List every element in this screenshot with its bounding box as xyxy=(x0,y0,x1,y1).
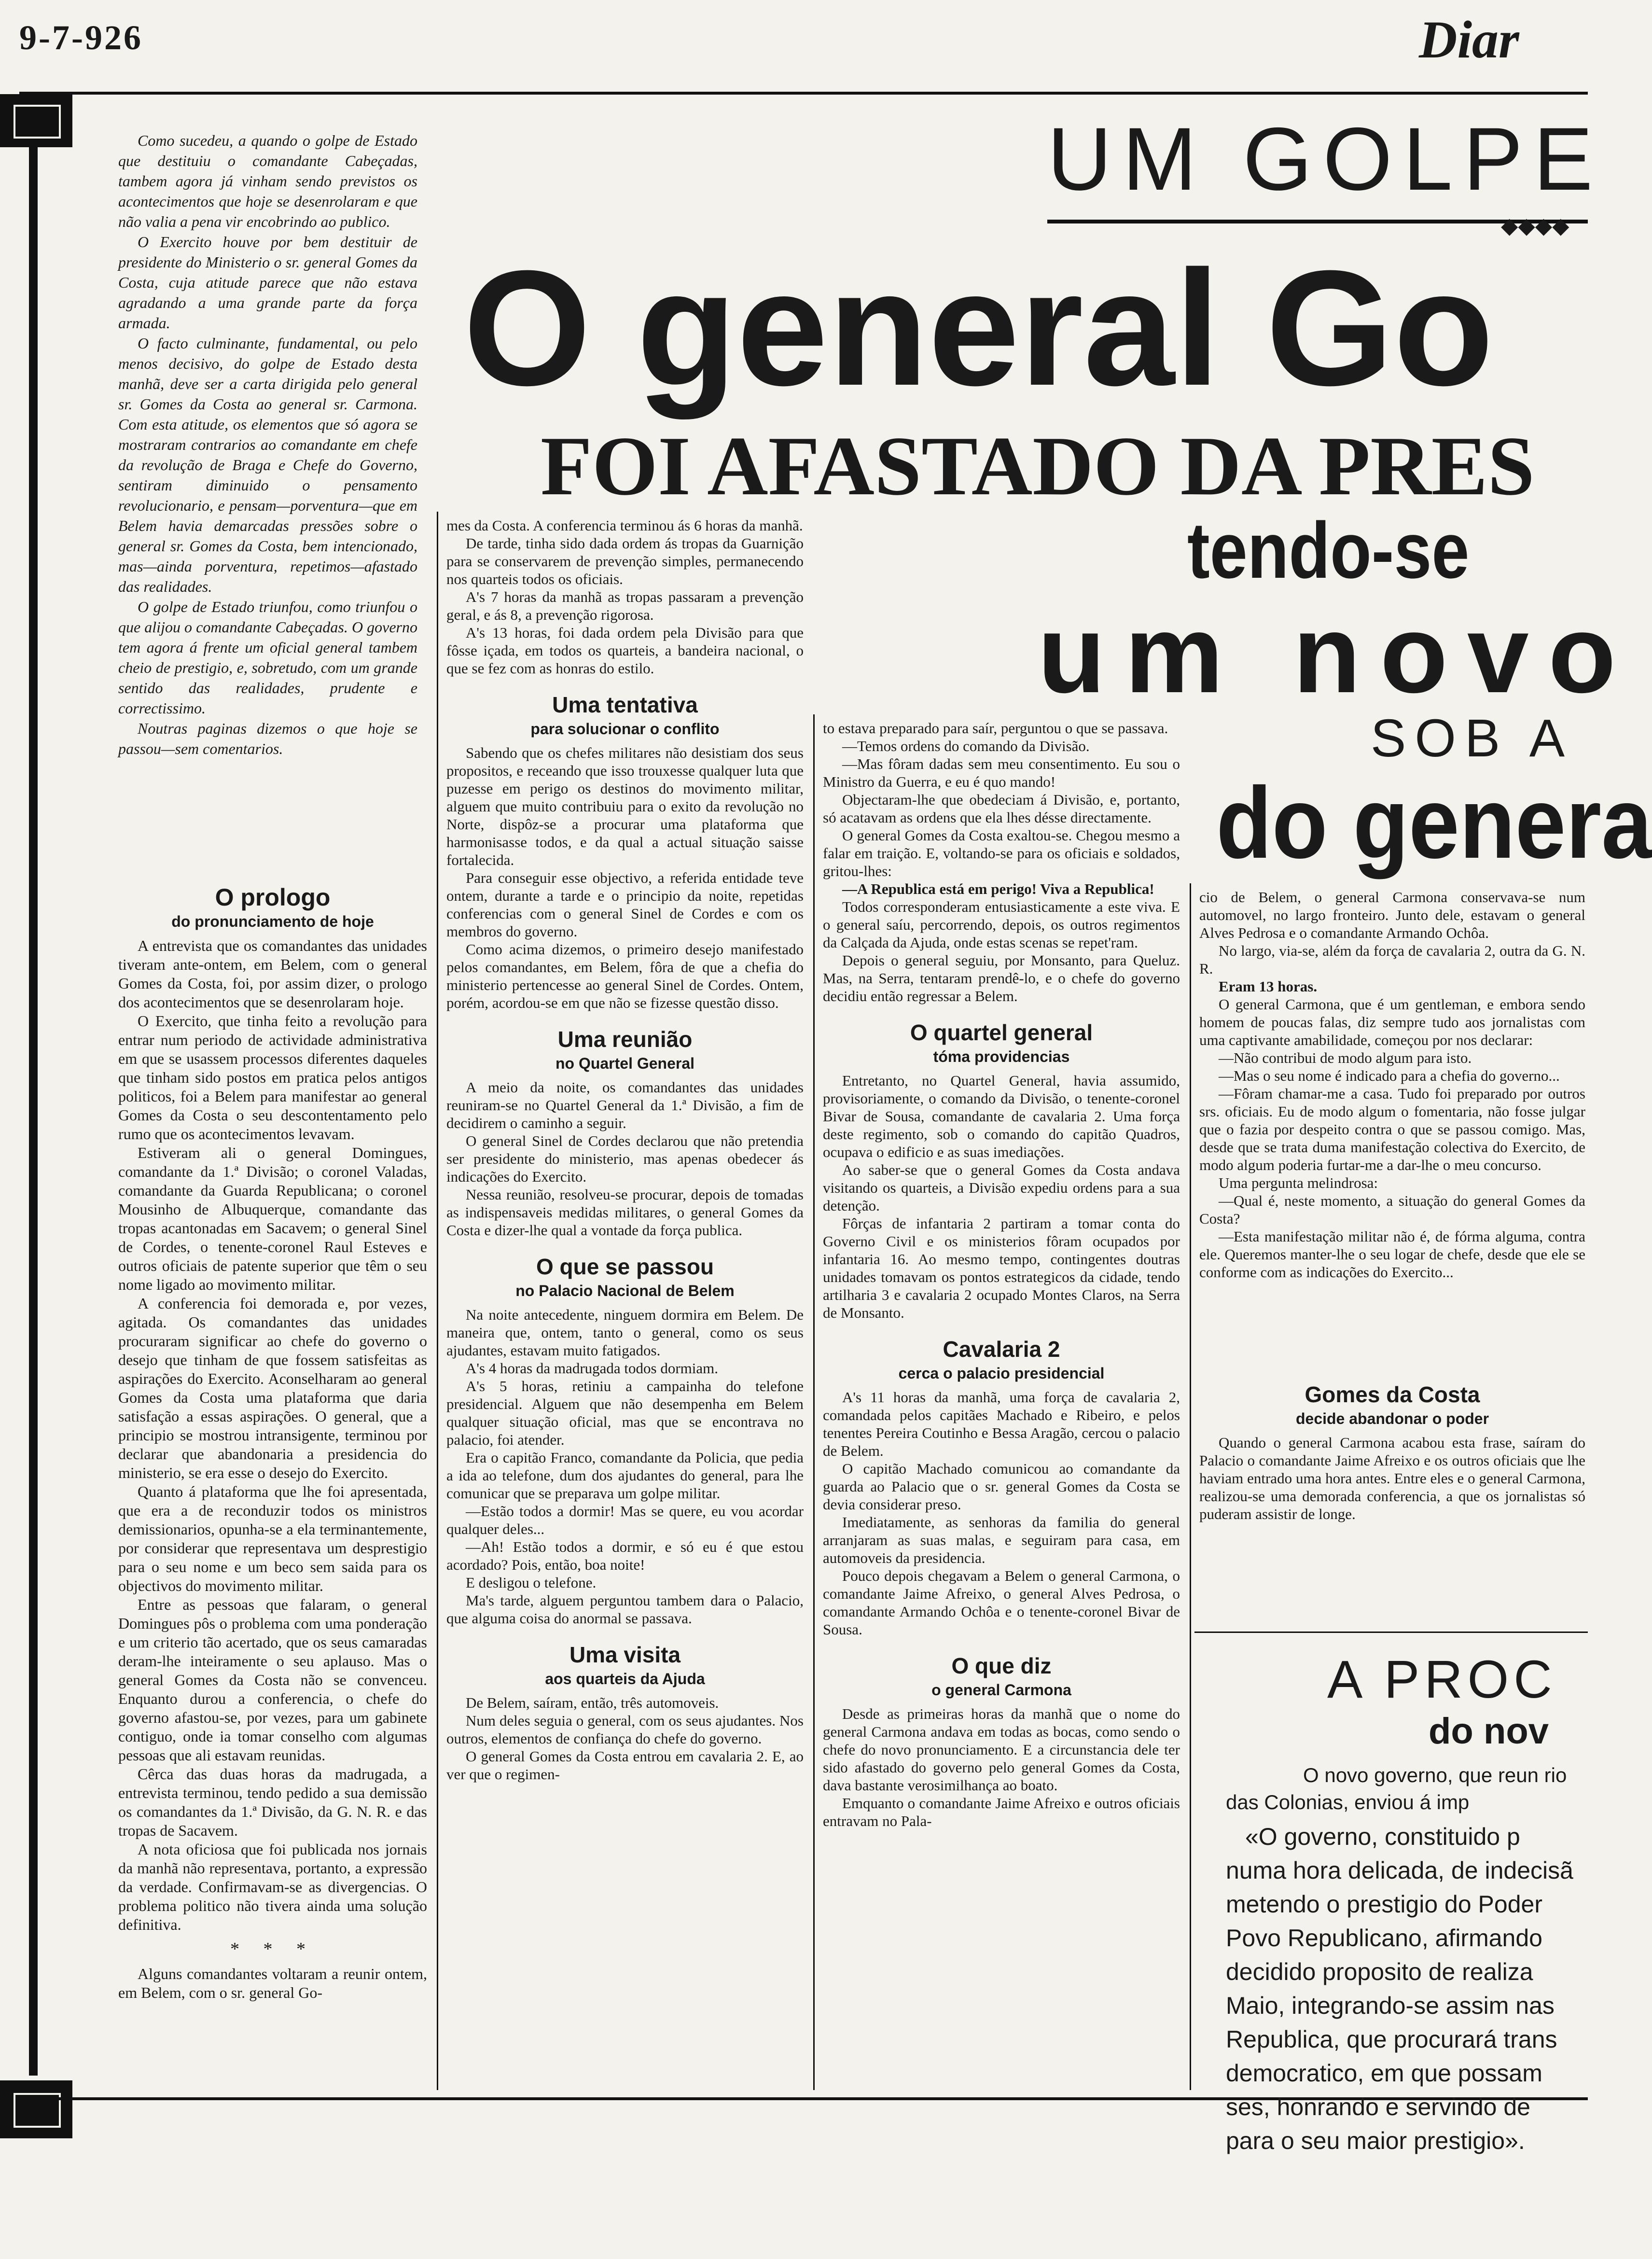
article-paragraph: mes da Costa. A conferencia terminou ás 6 horas da manhã. xyxy=(446,517,803,534)
article-paragraph: Na noite antecedente, ninguem dormira em Belem. De maneira que, ontem, tanto o general, como os seus ajudantes, estavam muito fatigados. xyxy=(446,1306,804,1359)
article-paragraph: Nessa reunião, resolveu-se procurar, depois de tomadas as indispensaveis medidas militares, o general Gomes da Costa e dizer-lhe qual a vontade da força publica. xyxy=(446,1186,804,1239)
proclamation-heading: A PROC xyxy=(1327,1650,1557,1709)
intro-paragraph: O Exercito houve por bem destituir de presidente do Ministerio o sr. general Gomes da Costa, cuja atitude parece que não estava agradando a uma grande parte da força armada. xyxy=(118,233,417,332)
article-paragraph: Fôrças de infantaria 2 partiram a tomar conta do Governo Civil e os ministerios fôram ocupados por infantaria 16. Ao mesmo tempo, contingentes doutras unidades tomavam os pontos estrategicos da cidade, tendo artilharia 3 e cavalaria 2 ocupado Montes Claros, na Serra de Monsanto. xyxy=(823,1215,1180,1321)
article-paragraph: Ma's tarde, alguem perguntou tambem dara o Palacio, que alguma coisa do anormal se passava. xyxy=(446,1592,804,1627)
heading-title: Uma reunião xyxy=(557,1027,693,1052)
article-paragraph: Objectaram-lhe que obedeciam á Divisão, e, portanto, só acatavam as ordens que ela lhes désse directamente. xyxy=(823,791,1180,826)
column-4-gomes xyxy=(1199,1380,1585,1523)
article-paragraph: De tarde, tinha sido dada ordem ás tropas da Guarnição para se conservarem de prevenção simples, permanecendo nos quarteis todos os oficiais. xyxy=(446,535,804,587)
article-paragraph: A's 4 horas da madrugada todos dormiam. xyxy=(466,1360,719,1377)
masthead-date: 9-7-926 xyxy=(19,18,143,57)
headline-kicker: UM GOLPE xyxy=(1047,110,1604,209)
article-paragraph: Sabendo que os chefes militares não desistiam dos seus propositos, e receando que isso trouxesse qualquer luta que puzesse em perigo os destinos do movimento militar, alguem que muito contribuiu para o exito da revolução no Norte, dispôz-se a procurar uma plataforma que harmonisasse todos, e da qual a actual situação saisse fortalecida. xyxy=(446,744,804,868)
heading-subtitle: para solucionar o conflito xyxy=(530,720,720,738)
article-paragraph: Depois o general seguiu, por Monsanto, para Queluz. Mas, na Serra, tentaram prendê-lo, e o chefe do governo decidiu então regressar a Belem. xyxy=(823,952,1180,1004)
quote-line: democratico, em que possam xyxy=(1226,2060,1542,2087)
article-paragraph: Cêrca das duas horas da madrugada, a entrevista terminou, tendo pedido a sua demissão os comandantes da 1.ª Divisão, da G. N. R. e das tropas de Sacavem. xyxy=(118,1765,427,1839)
quote-line: ses, honrando e servindo de xyxy=(1226,2093,1530,2120)
section-rule xyxy=(1194,1632,1588,1633)
headline-ornament: ◆◆◆◆ xyxy=(1501,213,1569,238)
quote-line: Maio, integrando-se assim nas xyxy=(1226,1992,1555,2019)
article-paragraph: Ao saber-se que o general Gomes da Costa andava visitando os quarteis, a Divisão expediu ordens para a sua detenção. xyxy=(823,1161,1180,1214)
section-heading-quartel xyxy=(823,1018,1180,1067)
column-3 xyxy=(823,719,1180,1830)
article-paragraph: A's 7 horas da manhã as tropas passaram a prevenção geral, e ás 8, a prevenção rigorosa. xyxy=(446,588,804,623)
column-rule xyxy=(813,714,815,2090)
column-rule xyxy=(437,512,438,2090)
headline-line4: um novo xyxy=(1038,592,1636,716)
article-paragraph: Era o capitão Franco, comandante da Policia, que pedia a ida ao telefone, dum dos ajudantes do general, para lhe comunicar que se preparava um golpe militar. xyxy=(446,1449,804,1502)
heading-subtitle: no Palacio Nacional de Belem xyxy=(515,1282,735,1299)
quote-line: metendo o prestigio do Poder xyxy=(1226,1891,1542,1918)
heading-title: O quartel general xyxy=(910,1020,1093,1045)
article-paragraph: —Mas o seu nome é indicado para a chefia do governo... xyxy=(1219,1067,1560,1084)
heading-subtitle: no Quartel General xyxy=(555,1055,695,1072)
intro-paragraph: Como sucedeu, a quando o golpe de Estado que destituiu o comandante Cabeçadas, tambem agora já vinham sendo previstos os acontecimentos que hoje se desenrolaram e que não valia a pena vir encobrindo ao publico. xyxy=(118,132,417,230)
heading-subtitle: decide abandonar o poder xyxy=(1295,1410,1489,1427)
article-paragraph: O general Gomes da Costa exaltou-se. Chegou mesmo a falar em traição. E, voltando-se para os oficiais e soldados, gritou-lhes: xyxy=(823,827,1180,879)
heading-title: Uma visita xyxy=(569,1642,681,1667)
article-paragraph: De Belem, saíram, então, três automoveis. xyxy=(466,1694,719,1711)
article-paragraph: O general Carmona, que é um gentleman, e embora sendo homem de poucas falas, diz sempre tudo aos jornalistas com uma captivante amabilidade, começou por nos declarar: xyxy=(1199,996,1585,1048)
intro-paragraph: Noutras paginas dizemos o que hoje se passou—sem comentarios. xyxy=(118,720,417,757)
article-paragraph: O general Sinel de Cordes declarou que não pretendia ser presidente do ministerio, mas apenas obedecer ás indicações do Exercito. xyxy=(446,1132,804,1185)
article-paragraph: Para conseguir esse objectivo, a referida entidade teve ontem, durante a tarde e o principio da noite, repetidas conferencias com o general Sinel de Cordes e com os membros do governo. xyxy=(446,869,804,940)
heading-title: Gomes da Costa xyxy=(1305,1382,1480,1407)
section-heading-passou xyxy=(446,1253,804,1301)
heading-title: Cavalaria 2 xyxy=(943,1337,1060,1362)
article-paragraph: —Fôram chamar-me a casa. Tudo foi preparado por outros srs. oficiais. Eu de modo algum o fomentaria, não fosse julgar que o fazia por despeito contra o que se passou comigo. Mas, desde que se trata duma manifestação colectiva do Exercito, de modo algum poderia furtar-me a dar-lhe o meu concurso. xyxy=(1199,1085,1585,1173)
quote-line: para o seu maior prestigio». xyxy=(1226,2127,1525,2154)
article-paragraph: O Exercito, que tinha feito a revolução para entrar num periodo de actividade administrativa em que se usassem processos diferentes daqueles que tinham sido postos em pratica pelos antigos politicos, foi a Belem para manifestar ao general Gomes da Costa o seu descontentamento pelo rumo que os acontecimentos levavam. xyxy=(118,1012,427,1143)
proclamation-quote xyxy=(1226,1820,1588,2158)
proclamation-intro: O novo governo, que reun rio das Colonias, enviou á imp xyxy=(1226,1764,1567,1813)
article-paragraph: Quanto á plataforma que lhe foi apresentada, que era a de reconduzir todos os ministros demissionarios, opunha-se a ela terminantemente, por considerar que representava um desprestigio para o seu nome e um beco sem saida para os objectivos do movimento militar. xyxy=(118,1483,427,1594)
quote-line: Povo Republicano, afirmando xyxy=(1226,1924,1542,1952)
section-heading-cavalaria xyxy=(823,1335,1180,1383)
article-paragraph: —Não contribui de modo algum para isto. xyxy=(1219,1049,1472,1066)
quote-line: Republica, que procurará trans xyxy=(1226,2026,1557,2053)
article-paragraph: —Qual é, neste momento, a situação do general Gomes da Costa? xyxy=(1199,1192,1585,1227)
article-paragraph: —Temos ordens do comando da Divisão. xyxy=(842,738,1090,754)
article-paragraph: A entrevista que os comandantes das unidades tiveram ante-ontem, em Belem, com o general Gomes da Costa, foi, por assim dizer, o prologo dos acontecimentos que se desenrolaram hoje. xyxy=(118,937,427,1011)
headline-line2: FOI AFASTADO DA PRES xyxy=(541,419,1535,513)
heading-subtitle: o general Carmona xyxy=(931,1681,1071,1699)
heading-title: O que se passou xyxy=(536,1254,714,1279)
intro-column xyxy=(118,130,417,759)
article-paragraph: Desde as primeiras horas da manhã que o nome do general Carmona andava em todas as bocas, como sendo o chefe do novo pronunciamento. E a circunstancia dele ter sido afastado do governo pelo general Gomes da Costa, dava bastante verosimilhança ao boato. xyxy=(823,1705,1180,1794)
article-paragraph: O capitão Machado comunicou ao comandante da guarda ao Palacio que o sr. general Gomes da Costa se devia considerar preso. xyxy=(823,1460,1180,1513)
article-paragraph: Emquanto o comandante Jaime Afreixo e outros oficiais entravam no Pala- xyxy=(823,1795,1180,1829)
article-paragraph: No largo, via-se, além da força de cavalaria 2, outra da G. N. R. xyxy=(1199,942,1585,977)
article-paragraph: —Estão todos a dormir! Mas se quere, eu vou acordar qualquer deles... xyxy=(446,1503,804,1537)
quote-line: decidido proposito de realiza xyxy=(1226,1958,1533,1985)
headline-line3: tendo-se xyxy=(1187,506,1470,595)
section-stars: * * * xyxy=(230,1939,315,1959)
article-paragraph: O general Gomes da Costa entrou em cavalaria 2. E, ao ver que o regimen- xyxy=(446,1748,804,1783)
masthead-rule xyxy=(19,92,1588,95)
column-2 xyxy=(446,516,804,1783)
article-paragraph: Eram 13 horas. xyxy=(1219,978,1318,995)
article-paragraph: Pouco depois chegavam a Belem o general Carmona, o comandante Jaime Afreixo, o general Alves Pedrosa, o comandante Armando Ochôa e o tenente-coronel Bivar de Sousa. xyxy=(823,1567,1180,1638)
article-paragraph: Como acima dizemos, o primeiro desejo manifestado pelos comandantes, em Belem, fôra de que a chefia do ministerio pertencesse ao general Sinel de Cordes. Ontem, porém, acordou-se em que não se fizesse questão disso. xyxy=(446,941,804,1011)
heading-title: Uma tentativa xyxy=(552,692,698,717)
heading-subtitle: tóma providencias xyxy=(933,1048,1070,1065)
article-paragraph: Entretanto, no Quartel General, havia assumido, provisoriamente, o comando da Divisão, o tenente-coronel Bivar de Sousa, comandante de cavalaria 2. Uma força deste regimento, sob o comando do capitão Quadros, ocupava o edificio e as suas imediações. xyxy=(823,1072,1180,1160)
quote-line: «O governo, constituido p xyxy=(1245,1823,1520,1850)
quote-line: numa hora delicada, de indecisã xyxy=(1226,1857,1573,1884)
column-1 xyxy=(118,883,427,2002)
article-paragraph: A's 13 horas, foi dada ordem pela Divisão para que fôsse içada, em todos os quarteis, a bandeira nacional, o que se fez com as honras do estilo. xyxy=(446,624,804,677)
article-paragraph: to estava preparado para saír, perguntou o que se passava. xyxy=(823,720,1168,737)
article-paragraph: A's 5 horas, retiniu a campainha do telefone presidencial. Alguem que não desempenha em Belem qualquer situação oficial, mas que se encontrava no palacio, foi atender. xyxy=(446,1378,804,1448)
article-paragraph: Imediatamente, as senhoras da familia do general arranjaram as suas malas, e seguiram para casa, em automoveis da presidencia. xyxy=(823,1514,1180,1566)
article-paragraph: Estiveram ali o general Domingues, comandante da 1.ª Divisão; o coronel Valadas, comandante da Guarda Republicana; o coronel Mousinho de Albuquerque, comandante das tropas acantonadas em Sacavem; o general Sinel de Cordes, o tenente-coronel Raul Esteves e outros oficiais de patente superior que têm o seu nome ligado ao movimento militar. xyxy=(118,1144,427,1293)
column-rule xyxy=(1190,883,1191,2090)
article-paragraph: A conferencia foi demorada e, por vezes, agitada. Os comandantes das unidades procuraram significar ao chefe do governo o desejo que tinham de que fossem satisfeitas as aspirações do Exercito. Aconselharam ao general Gomes da Costa uma plataforma que daria satisfação a essas aspirações. O general, que a principio se mostrou intransigente, terminou por declarar que abandonaria a presidencia do ministerio, se era esse o desejo do Exercito. xyxy=(118,1295,427,1481)
proclamation-subheading: do nov xyxy=(1429,1711,1549,1752)
article-paragraph: A nota oficiosa que foi publicada nos jornais da manhã não representava, portanto, a expressão da verdade. Confirmavam-se as divergencias. O problema politico não tivera ainda uma solução definitiva. xyxy=(118,1841,427,1933)
headline-main: O general Go xyxy=(463,237,1494,420)
article-paragraph: —A Republica está em perigo! Viva a Republica! xyxy=(842,880,1154,897)
article-paragraph: Num deles seguia o general, com os seus ajudantes. Nos outros, elementos de confiança do chefe do governo. xyxy=(446,1712,804,1747)
article-paragraph: —Esta manifestação militar não é, de fórma alguma, contra ele. Queremos manter-lhe o seu logar de chefe, desde que ele se conforme com as indicações do Exercito... xyxy=(1199,1228,1585,1281)
left-ornament-top xyxy=(0,94,72,147)
left-border-rule xyxy=(29,145,38,2076)
column-4 xyxy=(1199,888,1585,1371)
article-paragraph: Quando o general Carmona acabou esta frase, saíram do Palacio o comandante Jaime Afreixo e os outros oficiais que lhe haviam entrado uma hora antes. Entre eles e o general Carmona, realizou-se uma demorada conferencia, a que os jornalistas só puderam assistir de longe. xyxy=(1199,1434,1585,1522)
section-heading-tentativa xyxy=(446,691,804,739)
headline-line5: SOB A xyxy=(1371,709,1574,768)
article-paragraph: Entre as pessoas que falaram, o general Domingues pôs o problema com uma ponderação e um criterio tão acertado, que os seus camaradas deram-lhe inteiramente o seu aplauso. Mas o general Gomes da Costa não se convenceu. Enquanto durou a conferencia, o chefe do governo afastou-se, por vezes, para um gabinete contiguo, onde ia tomar conselho com algumas pessoas que ali estavam reunidas. xyxy=(118,1596,427,1764)
masthead-name: Diar xyxy=(1419,10,1519,69)
article-paragraph: cio de Belem, o general Carmona conservava-se num automovel, no largo fronteiro. Junto dele, estavam o general Alves Pedrosa e o comandante Armando Ochôa. xyxy=(1199,889,1585,941)
article-paragraph: E desligou o telefone. xyxy=(466,1574,597,1591)
section-heading-visita xyxy=(446,1641,804,1689)
article-paragraph: —Mas fôram dadas sem meu consentimento. Eu sou o Ministro da Guerra, e eu é quo mando! xyxy=(823,755,1180,790)
heading-title: O que diz xyxy=(951,1653,1052,1678)
article-paragraph: Uma pergunta melindrosa: xyxy=(1219,1174,1378,1191)
headline-line6: do genera xyxy=(1216,766,1652,879)
heading-title: O prologo xyxy=(215,884,331,911)
left-ornament-bottom xyxy=(0,2080,72,2138)
heading-subtitle: cerca o palacio presidencial xyxy=(898,1365,1105,1382)
heading-subtitle: do pronunciamento de hoje xyxy=(171,913,374,930)
section-heading-gomes xyxy=(1199,1380,1585,1429)
intro-paragraph: O golpe de Estado triunfou, como triunfou o que alijou o comandante Cabeçadas. O governo tem agora á frente um oficial general tambem cheio de prestigio, e, sobretudo, com um grande sentido das realidades, prudente e correctissimo. xyxy=(118,598,417,717)
article-paragraph: A's 11 horas da manhã, uma força de cavalaria 2, comandada pelos capitães Machado e Ribeiro, e pelos tenentes Pereira Coutinho e Bessa Aragão, cercou o palacio de Belem. xyxy=(823,1389,1180,1459)
section-heading-prologo xyxy=(118,883,427,932)
article-paragraph: Alguns comandantes voltaram a reunir ontem, em Belem, com o sr. general Go- xyxy=(118,1965,427,2001)
section-heading-diz xyxy=(823,1652,1180,1700)
article-paragraph: A meio da noite, os comandantes das unidades reuniram-se no Quartel General da 1.ª Divisão, a fim de decidirem o caminho a seguir. xyxy=(446,1079,804,1131)
heading-subtitle: aos quarteis da Ajuda xyxy=(545,1670,705,1687)
article-paragraph: —Ah! Estão todos a dormir, e só eu é que estou acordado? Pois, então, boa noite! xyxy=(446,1538,804,1573)
section-heading-reuniao xyxy=(446,1025,804,1074)
intro-paragraph: O facto culminante, fundamental, ou pelo menos decisivo, do golpe de Estado desta manhã, deve ser a carta dirigida pelo general sr. Gomes da Costa ao general sr. Carmona. Com esta atitude, os elementos que só agora se mostraram contrarios ao comandante em chefe da revolução de Braga e Chefe do Governo, sentiram diminuido o pensamento revolucionario, e pensam—porventura—que em Belem havia demarcadas pressões sobre o general sr. Gomes da Costa, bem intencionado, mas—ainda porventura, repetimos—afastado das realidades. xyxy=(118,335,417,595)
article-paragraph: Todos corresponderam entusiasticamente a este viva. E o general saíu, percorrendo, depois, os outros regimentos da Calçada da Ajuda, onde estas scenas se repet'ram. xyxy=(823,898,1180,951)
